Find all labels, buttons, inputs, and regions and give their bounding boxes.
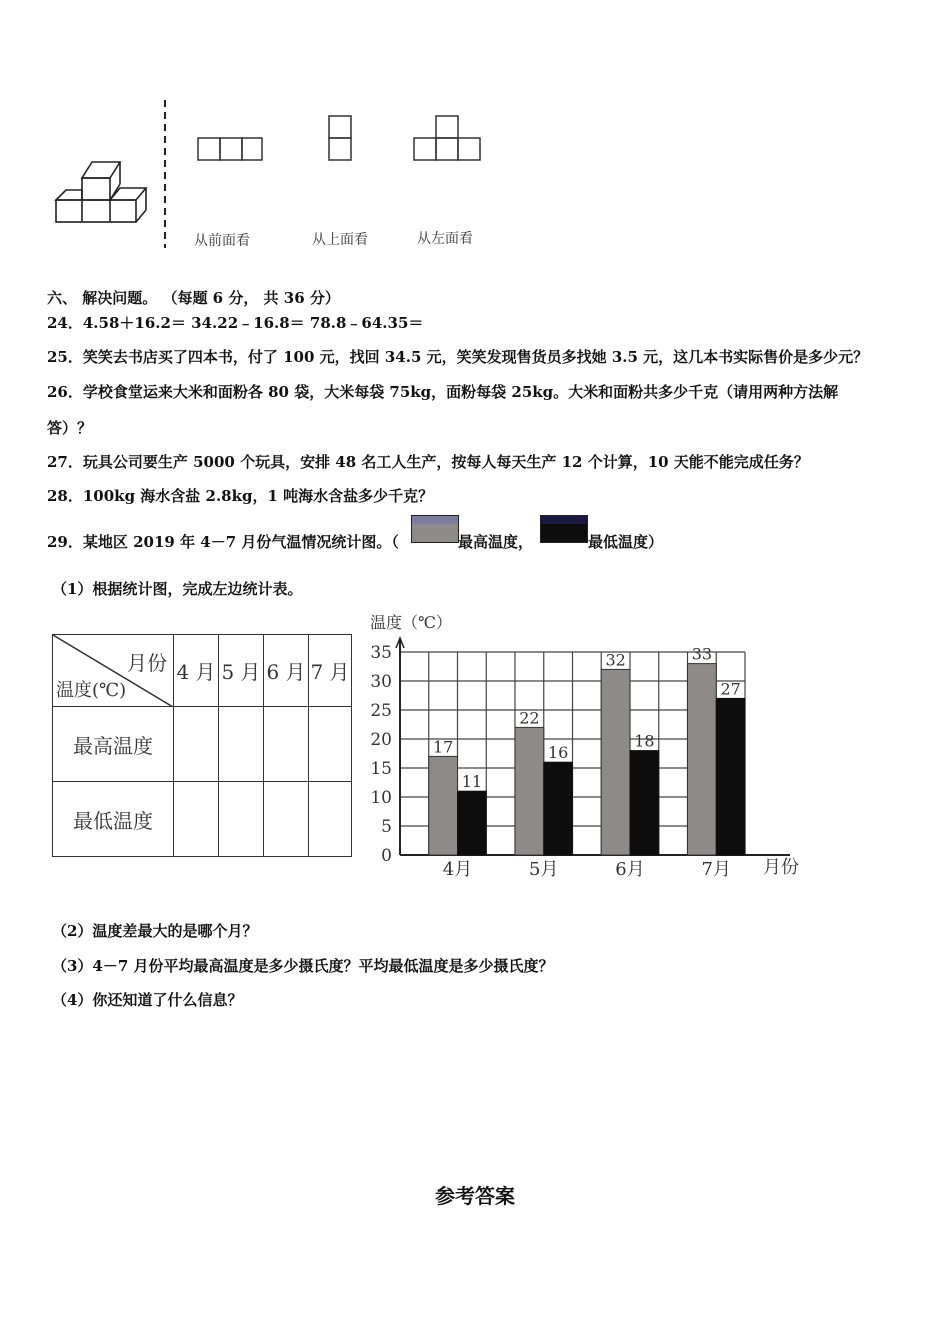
statistics-table [52, 634, 352, 857]
table-cell-empty[interactable] [264, 707, 309, 782]
top-view-label: 从上面看 [312, 232, 368, 248]
table-cell-empty[interactable] [174, 707, 219, 782]
question-26-cont: 答）？ [47, 419, 93, 437]
question-28: 28．100kg 海水含盐 2.8kg，1 吨海水含盐多少千克？ [47, 487, 434, 505]
data-label-low: 27 [720, 679, 741, 699]
question-27: 27．玩具公司要生产 5000 个玩具，安排 48 名工人生产，按每人每天生产 12 个计算，10 天能不能完成任务？ [47, 453, 809, 471]
y-tick-label: 35 [370, 643, 392, 663]
data-label-low: 16 [547, 743, 569, 763]
left-view-label: 从左面看 [417, 231, 473, 247]
table-row-label-high: 最高温度 [53, 707, 174, 782]
x-axis-title: 月份 [763, 857, 799, 878]
table-header-month: 5 月 [219, 635, 264, 707]
x-tick-label: 5月 [529, 859, 559, 880]
sub-question-2: （2）温度差最大的是哪个月？ [52, 922, 258, 940]
front-view-label: 从前面看 [194, 233, 250, 249]
section-title: 六、 解决问题。 （每题 6 分， 共 36 分） [47, 289, 340, 307]
data-label-high: 32 [605, 650, 626, 670]
temperature-bar-chart [360, 605, 800, 890]
bar-high-4 [429, 756, 458, 855]
bar-low-5 [544, 762, 573, 855]
y-tick-label: 20 [370, 730, 392, 750]
y-tick-label: 5 [381, 817, 392, 837]
sub-question-1: （1）根据统计图，完成左边统计表。 [52, 580, 303, 598]
table-cell-empty[interactable] [309, 707, 352, 782]
bar-high-5 [515, 727, 544, 855]
bar-low-7 [716, 698, 745, 855]
corner-month-label: 月份 [127, 651, 167, 675]
table-cell-empty[interactable] [264, 782, 309, 857]
bar-low-4 [458, 791, 487, 855]
table-header-month: 6 月 [264, 635, 309, 707]
y-axis-title: 温度（℃） [370, 613, 452, 632]
table-cell-empty[interactable] [219, 707, 264, 782]
legend-low-label: 最低温度） [588, 533, 664, 551]
legend-high-swatch [411, 515, 459, 543]
table-cell-empty[interactable] [219, 782, 264, 857]
y-tick-label: 25 [370, 701, 392, 721]
bar-low-6 [630, 751, 659, 855]
table-corner-cell [53, 635, 174, 707]
solid-figure [50, 150, 155, 235]
data-label-low: 18 [634, 731, 655, 751]
top-view-figure [327, 114, 355, 162]
left-view-figure [412, 114, 484, 162]
sub-question-3: （3）4－7 月份平均最高温度是多少摄氏度？平均最低温度是多少摄氏度？ [52, 957, 554, 975]
question-25: 25．笑笑去书店买了四本书，付了 100 元，找回 34.5 元，笑笑发现售货员多找她 3.5 元，这几本书实际售价是多少元？ [47, 348, 869, 366]
question-26: 26．学校食堂运来大米和面粉各 80 袋，大米每袋 75kg，面粉每袋 25kg。大米和面粉共多少千克（请用两种方法解 [47, 383, 839, 401]
legend-high-label: 最高温度， [458, 533, 534, 551]
x-tick-label: 7月 [701, 859, 731, 880]
y-tick-label: 15 [370, 759, 392, 779]
corner-temp-label: 温度(℃) [56, 680, 127, 701]
legend-low-swatch [540, 515, 588, 543]
table-header-month: 4 月 [174, 635, 219, 707]
question-29: 29．某地区 2019 年 4－7 月份气温情况统计图。（ [47, 533, 399, 551]
bar-high-6 [601, 669, 630, 855]
data-label-low: 11 [461, 772, 483, 792]
x-tick-label: 6月 [615, 859, 645, 880]
front-view-figure [196, 136, 266, 162]
table-header-month: 7 月 [309, 635, 352, 707]
data-label-high: 17 [432, 737, 454, 757]
dashed-divider [160, 100, 170, 248]
question-24: 24．4.58＋16.2＝ 34.22﹣16.8＝ 78.8﹣64.35＝ [47, 314, 424, 332]
answers-title: 参考答案 [435, 1184, 515, 1208]
bar-high-7 [688, 664, 717, 855]
y-tick-label: 10 [370, 788, 392, 808]
sub-question-4: （4）你还知道了什么信息？ [52, 991, 243, 1009]
data-label-high: 33 [691, 644, 713, 664]
x-tick-label: 4月 [442, 859, 473, 880]
table-cell-empty[interactable] [174, 782, 219, 857]
table-row-label-low: 最低温度 [53, 782, 174, 857]
table-cell-empty[interactable] [309, 782, 352, 857]
y-tick-label: 0 [381, 846, 392, 866]
y-tick-label: 30 [370, 672, 392, 692]
data-label-high: 22 [519, 708, 540, 728]
